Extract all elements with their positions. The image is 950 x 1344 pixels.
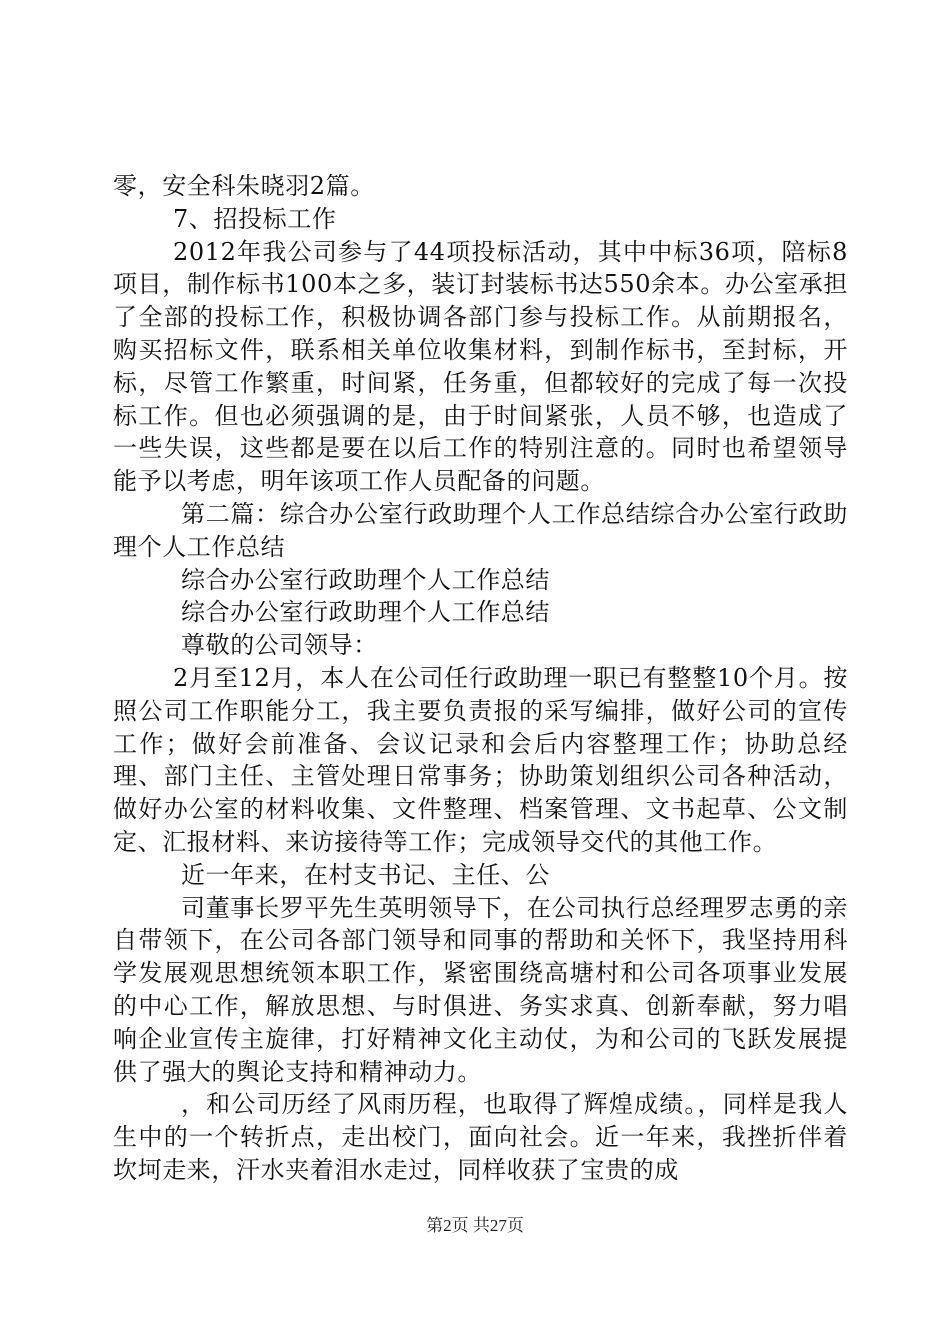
section-heading-bidding: 7、招投标工作 [173,204,337,233]
paragraph-leadership: 司董事长罗平先生英明领导下，在公司执行总经理罗志勇的亲自带领下，在公司各部门领导和同事的帮助和关怀下，我坚持用科学发展观思想统领本职工作，紧密围绕高塘村和公司各项事业发展的中心工作，解放思想、与时俱进、务实求真、创新奉献，努力唱响企业宣传主旋律，打好精神文化主动仗，为和公司的飞跃发展提供了强大的舆论支持和精神动力。 [113,893,848,1086]
chapter-heading-second: 第二篇：综合办公室行政助理个人工作总结综合办公室行政助理个人工作总结 [113,499,848,561]
page-number-footer: 第2页 共27页 [426,1216,524,1235]
document-title-line: 综合办公室行政助理个人工作总结 [181,565,550,594]
paragraph-bidding-summary: 2012年我公司参与了44项投标活动，其中中标36项，陪标8项目，制作标书100本之多，装订封装标书达550余本。办公室承担了全部的投标工作，积极协调各部门参与投标工作。从前期报名，购买招标文件，联系相关单位收集材料，到制作标书，至封标，开标，尽管工作繁重，时间紧，任务重，但都较好的完成了每一次投标工作。但也必须强调的是，由于时间紧张，人员不够，也造成了一些失误，这些都是要在以后工作的特别注意的。同时也希望领导能予以考虑，明年该项工作人员配备的问题。 [113,237,848,496]
document-body [113,170,848,1187]
paragraph-role-duties: 2月至12月，本人在公司任行政助理一职已有整整10个月。按照公司工作职能分工，我主要负责报的采写编排，做好公司的宣传工作；做好会前准备、会议记录和会后内容整理工作；协助总经理、部门主任、主管处理日常事务；协助策划组织公司各种活动，做好办公室的材料收集、文件整理、档案管理、文书起草、公文制定、汇报材料、来访接待等工作；完成领导交代的其他工作。 [113,663,848,856]
salutation: 尊敬的公司领导： [181,631,378,660]
paragraph-continuation: 零，安全科朱晓羽2篇。 [113,172,375,200]
paragraph-fragment: 近一年来，在村支书记、主任、公 [181,860,550,889]
document-title-line: 综合办公室行政助理个人工作总结 [181,598,550,627]
paragraph-reflection: ，和公司历经了风雨历程，也取得了辉煌成绩。，同样是我人生中的一个转折点，走出校门，面向社会。近一年来，我挫折伴着坎坷走来，汗水夹着泪水走过，同样收获了宝贵的成 [113,1090,848,1184]
